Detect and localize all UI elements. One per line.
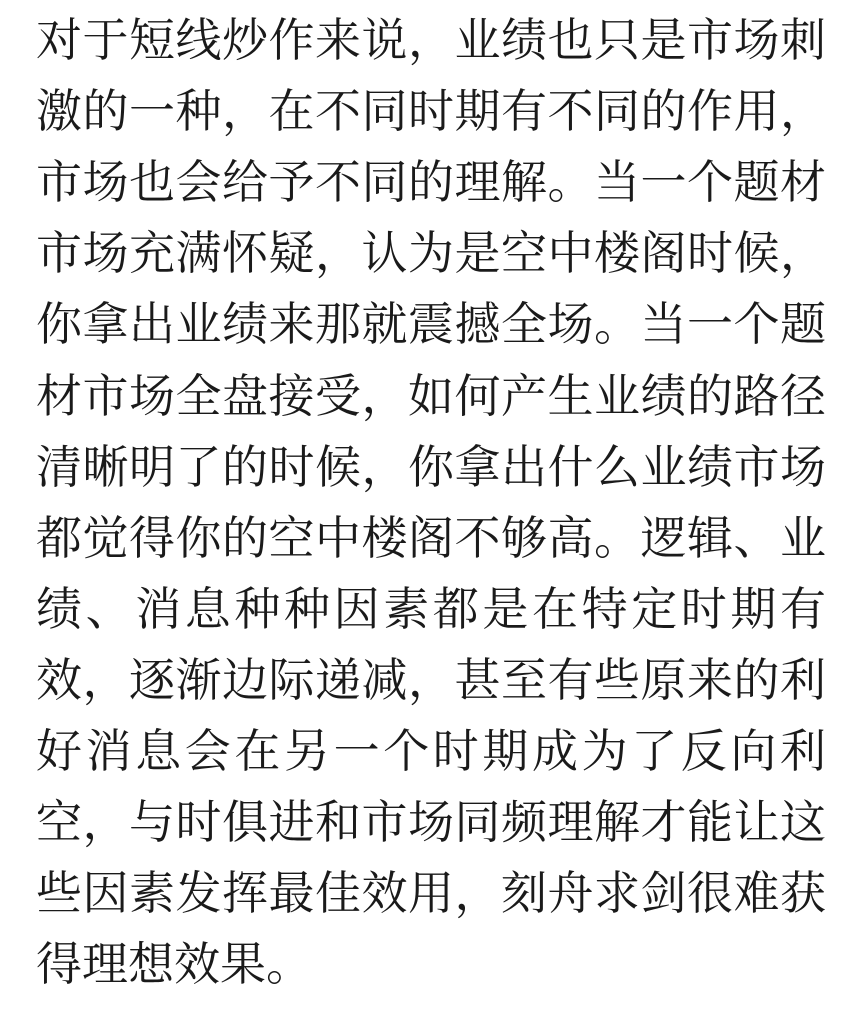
text-line: 市场也会给予不同的理解。当一个题材	[36, 155, 826, 209]
text-line: 材市场全盘接受，如何产生业绩的路径	[36, 369, 826, 423]
text-line: 效，逐渐边际递减，甚至有些原来的利	[36, 653, 826, 707]
text-line: 对于短线炒作来说，业绩也只是市场刺	[36, 13, 826, 67]
text-line: 好消息会在另一个时期成为了反向利	[36, 724, 826, 778]
text-line: 激的一种，在不同时期有不同的作用，	[36, 84, 826, 138]
text-line: 你拿出业绩来那就震撼全场。当一个题	[36, 297, 826, 351]
text-line: 绩、消息种种因素都是在特定时期有	[36, 582, 826, 636]
text-line: 清晰明了的时候，你拿出什么业绩市场	[36, 440, 826, 494]
text-line: 得理想效果。	[36, 937, 312, 991]
text-line: 市场充满怀疑，认为是空中楼阁时候，	[36, 226, 826, 280]
text-line: 些因素发挥最佳效用，刻舟求剑很难获	[36, 866, 826, 920]
text-line: 空，与时俱进和市场同频理解才能让这	[36, 795, 826, 849]
text-line: 都觉得你的空中楼阁不够高。逻辑、业	[36, 511, 826, 565]
